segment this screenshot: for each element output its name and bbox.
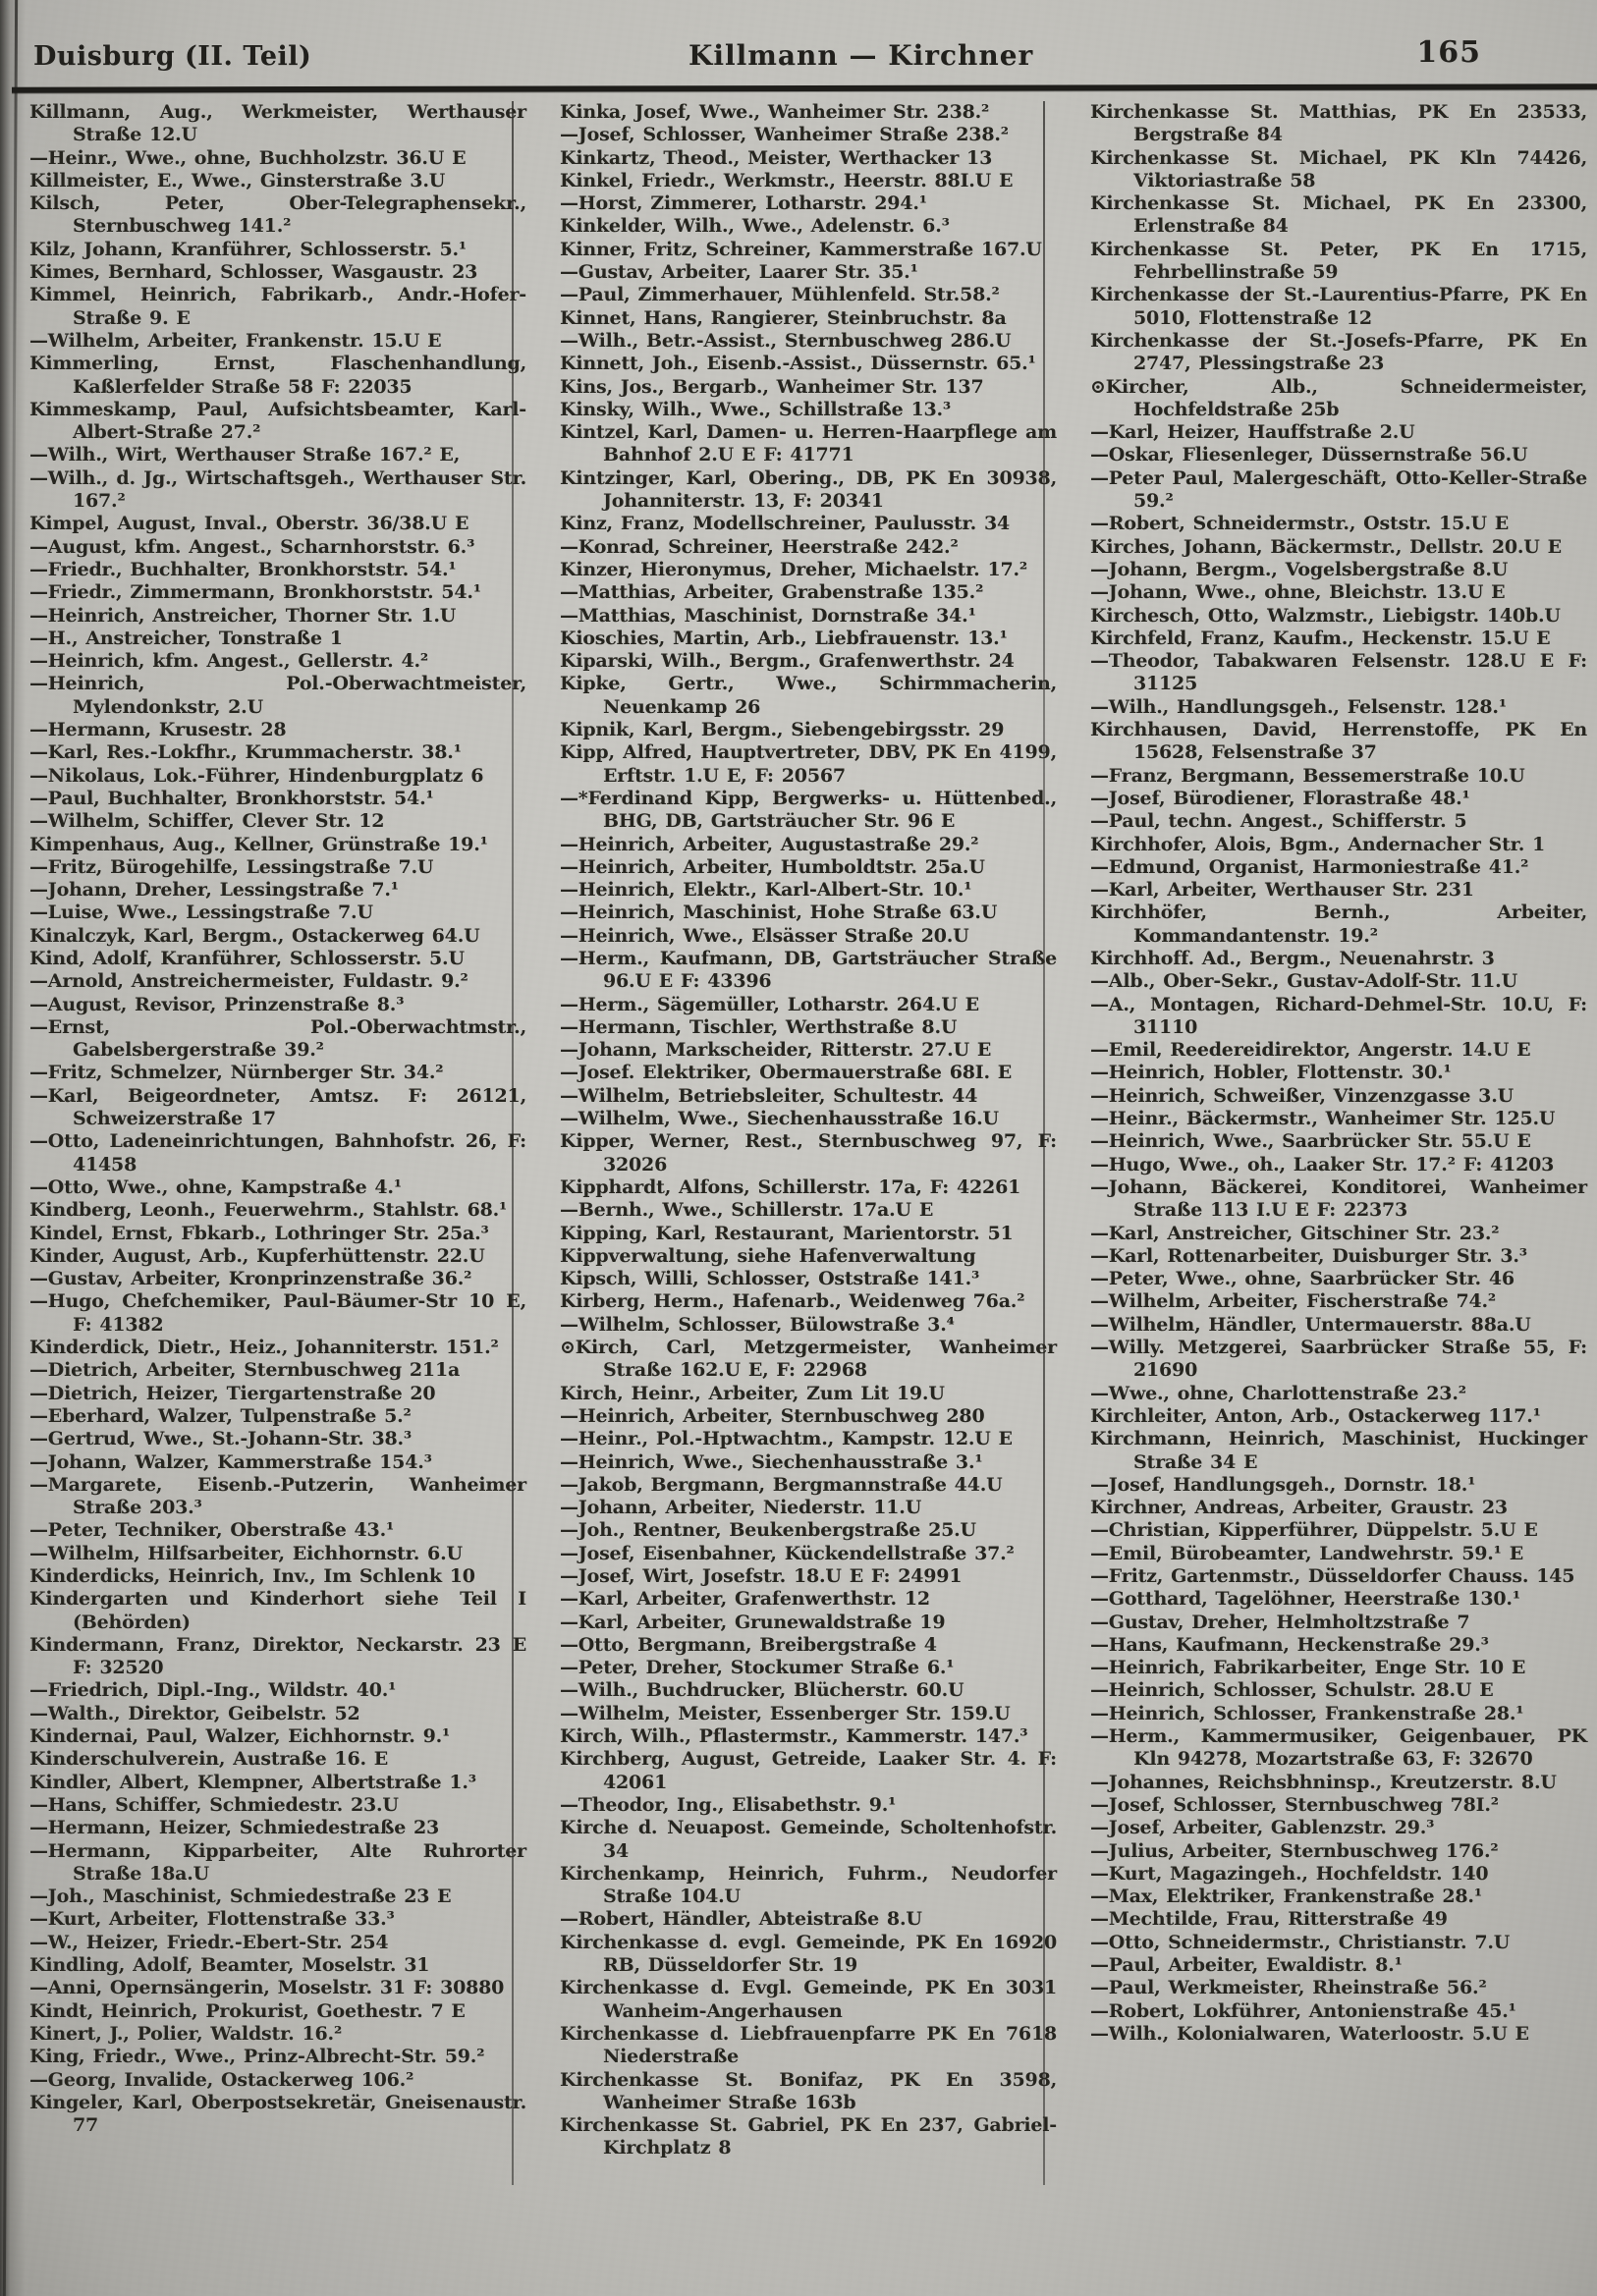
directory-entry: —Robert, Händler, Abteistraße 8.U (560, 1908, 922, 1931)
directory-entry: —Ernst, Pol.-Oberwachtmstr., Gabelsbergerstraße 39.² (29, 1015, 526, 1062)
directory-entry: —Matthias, Maschinist, Dornstraße 34.¹ (560, 604, 976, 627)
directory-entry: —Wilh., Handlungsgeh., Felsenstr. 128.¹ (1090, 695, 1507, 718)
directory-entry: —Friedr., Zimmermann, Bronkhorststr. 54.¹ (29, 581, 481, 604)
directory-entry: —Gustav, Dreher, Helmholtzstraße 7 (1090, 1611, 1470, 1633)
directory-entry: Kinkartz, Theod., Meister, Werthacker 13 (560, 146, 993, 169)
directory-entry: —Heinrich, Maschinist, Hohe Straße 63.U (560, 902, 998, 924)
page-header (33, 39, 1450, 72)
directory-entry: —Horst, Zimmerer, Lotharstr. 294.¹ (560, 192, 927, 215)
directory-entry: —Emil, Bürobeamter, Landwehrstr. 59.¹ E (1090, 1542, 1523, 1564)
directory-entry: —Paul, Buchhalter, Bronkhorststr. 54.¹ (29, 787, 434, 809)
directory-entry: —Heinrich, Hobler, Flottenstr. 30.¹ (1090, 1062, 1452, 1084)
directory-entry: Kirchenkasse St. Gabriel, PK En 237, Gabriel-Kirchplatz 8 (560, 2114, 1057, 2159)
directory-entry: ⊙Kircher, Alb., Schneidermeister, Hochfeldstraße 25b (1090, 375, 1587, 420)
directory-entry: Kintzel, Karl, Damen- u. Herren-Haarpflege am Bahnhof 2.U E F: 41771 (560, 421, 1057, 466)
directory-entry: —Hugo, Chefchemiker, Paul-Bäumer-Str 10 E, F: 41382 (29, 1290, 526, 1336)
directory-entry: ⊙Kirch, Carl, Metzgermeister, Wanheimer Straße 162.U E, F: 22968 (560, 1337, 1057, 1382)
directory-entry: —Josef. Elektriker, Obermauerstraße 68I. E (560, 1062, 1013, 1084)
directory-entry: —Paul, Werkmeister, Rheinstraße 56.² (1090, 1977, 1487, 1999)
directory-entry: Kindt, Heinrich, Prokurist, Goethestr. 7 E (29, 1999, 466, 2022)
directory-entry: Kirchner, Andreas, Arbeiter, Graustr. 23 (1090, 1497, 1508, 1519)
directory-entry: —Paul, Arbeiter, Ewaldistr. 8.¹ (1090, 1954, 1403, 1977)
directory-entry: Kirchleiter, Anton, Arb., Ostackerweg 117.¹ (1090, 1404, 1541, 1427)
directory-entry: —*Ferdinand Kipp, Bergwerks- u. Hüttenbed., BHG, DB, Gartsträucher Str. 96 E (560, 787, 1057, 833)
directory-entry: Kinderdicks, Heinrich, Inv., Im Schlenk 10 (29, 1565, 475, 1587)
directory-entry: —Paul, techn. Angest., Schifferstr. 5 (1090, 810, 1467, 833)
directory-entry: —Paul, Zimmerhauer, Mühlenfeld. Str.58.² (560, 284, 1000, 306)
directory-entry: —Karl, Res.-Lokfhr., Krummacherstr. 38.¹ (29, 741, 462, 764)
directory-entry: —Jakob, Bergmann, Bergmannstraße 44.U (560, 1473, 1003, 1496)
directory-entry: —Hermann, Tischler, Werthstraße 8.U (560, 1015, 958, 1038)
directory-entry: —Karl, Beigeordneter, Amtsz. F: 26121, Schweizerstraße 17 (29, 1084, 526, 1130)
directory-entry: —Josef, Bürodiener, Florastraße 48.¹ (1090, 787, 1470, 809)
directory-entry: —Walth., Direktor, Geibelstr. 52 (29, 1702, 360, 1724)
directory-entry: —Mechtilde, Frau, Ritterstraße 49 (1090, 1908, 1448, 1931)
directory-entry: Kirchhoff. Ad., Bergm., Neuenahrstr. 3 (1090, 947, 1495, 969)
directory-entry: Kinalczyk, Karl, Bergm., Ostackerweg 64.U (29, 924, 480, 947)
directory-entry: —Max, Elektriker, Frankenstraße 28.¹ (1090, 1886, 1482, 1908)
directory-entry: —Robert, Lokführer, Antonienstraße 45.¹ (1090, 1999, 1516, 2022)
directory-entry: —Otto, Schneidermstr., Christianstr. 7.U (1090, 1931, 1511, 1953)
directory-entry: —Otto, Ladeneinrichtungen, Bahnhofstr. 26, F: 41458 (29, 1130, 526, 1175)
directory-entry: Kilsch, Peter, Ober-Telegraphensekr., Sternbuschweg 141.² (29, 192, 526, 238)
directory-entry: Kirchenkasse d. Liebfrauenpfarre PK En 7618 Niederstraße (560, 2022, 1057, 2068)
directory-entry: Kirch, Heinr., Arbeiter, Zum Lit 19.U (560, 1382, 945, 1404)
directory-entry: Kipping, Karl, Restaurant, Marientorstr. 51 (560, 1222, 1014, 1244)
directory-entry: Kingeler, Karl, Oberpostsekretär, Gneisenaustr. 77 (29, 2091, 526, 2137)
directory-entry: —Wilhelm, Wwe., Siechenhausstraße 16.U (560, 1108, 999, 1130)
directory-entry: —Robert, Schneidermstr., Oststr. 15.U E (1090, 513, 1510, 535)
directory-entry: —Julius, Arbeiter, Sternbuschweg 176.² (1090, 1839, 1499, 1862)
directory-entry: —Theodor, Tabakwaren Felsenstr. 128.U E F: 31125 (1090, 650, 1587, 695)
directory-entry: —Herm., Kammermusiker, Geigenbauer, PK Kln 94278, Mozartstraße 63, F: 32670 (1090, 1725, 1587, 1771)
directory-entry: Kinnet, Hans, Rangierer, Steinbruchstr. 8a (560, 306, 1007, 329)
directory-entry: —Franz, Bergmann, Bessemerstraße 10.U (1090, 764, 1525, 787)
directory-entry: —Josef, Schlosser, Sternbuschweg 78I.² (1090, 1793, 1499, 1816)
directory-entry: —Wilh., d. Jg., Wirtschaftsgeh., Werthauser Str. 167.² (29, 466, 526, 513)
directory-entry: —Johann, Dreher, Lessingstraße 7.¹ (29, 879, 399, 902)
directory-entry: —Willy. Metzgerei, Saarbrücker Straße 55, F: 21690 (1090, 1337, 1587, 1382)
directory-entry: Kipke, Gertr., Wwe., Schirmmacherin, Neuenkamp 26 (560, 673, 1057, 718)
directory-entry: —Gustav, Arbeiter, Laarer Str. 35.¹ (560, 261, 918, 284)
directory-entry: —Wilh., Kolonialwaren, Waterloostr. 5.U E (1090, 2022, 1529, 2045)
directory-entry: —Peter Paul, Malergeschäft, Otto-Keller-Straße 59.² (1090, 466, 1587, 513)
directory-entry: Kirchberg, August, Getreide, Laaker Str. 4. F: 42061 (560, 1748, 1057, 1793)
directory-entry: —Theodor, Ing., Elisabethstr. 9.¹ (560, 1793, 897, 1816)
directory-entry: —Josef, Arbeiter, Gablenzstr. 29.³ (1090, 1817, 1435, 1839)
directory-entry: —Fritz, Bürogehilfe, Lessingstraße 7.U (29, 855, 434, 878)
directory-entry: —Heinrich, kfm. Angest., Gellerstr. 4.² (29, 650, 429, 673)
directory-entry: Kirches, Johann, Bäckermstr., Dellstr. 20.U E (1090, 535, 1562, 558)
directory-entry: —Johann, Walzer, Kammerstraße 154.³ (29, 1450, 432, 1473)
directory-entry: Kirchenkasse St. Peter, PK En 1715, Fehrbellinstraße 59 (1090, 238, 1587, 284)
directory-entry: —Hugo, Wwe., oh., Laaker Str. 17.² F: 41203 (1090, 1153, 1555, 1175)
column-2 (560, 101, 1057, 2160)
directory-entry: —Wilhelm, Arbeiter, Fischerstraße 74.² (1090, 1290, 1497, 1313)
directory-entry: Kiparski, Wilh., Bergm., Grafenwerthstr. 24 (560, 650, 1015, 673)
directory-entry: —Margarete, Eisenb.-Putzerin, Wanheimer Straße 203.³ (29, 1473, 526, 1519)
directory-entry: —Heinrich, Wwe., Elsässer Straße 20.U (560, 924, 969, 947)
directory-entry: —H., Anstreicher, Tonstraße 1 (29, 627, 343, 649)
directory-entry: —A., Montagen, Richard-Dehmel-Str. 10.U, F: 31110 (1090, 993, 1587, 1038)
directory-entry: —Joh., Maschinist, Schmiedestraße 23 E (29, 1886, 452, 1908)
directory-entry: —Nikolaus, Lok.-Führer, Hindenburgplatz 6 (29, 764, 484, 787)
directory-entry: Kindernai, Paul, Walzer, Eichhornstr. 9.¹ (29, 1725, 451, 1748)
directory-entry: Kinert, J., Polier, Waldstr. 16.² (29, 2022, 343, 2045)
directory-entry: Kirchhöfer, Bernh., Arbeiter, Kommandantenstr. 19.² (1090, 902, 1587, 947)
directory-entry: —Herm., Kaufmann, DB, Gartsträucher Straße 96.U E F: 43396 (560, 947, 1057, 993)
directory-entry: Kirberg, Herm., Hafenarb., Weidenweg 76a.² (560, 1290, 1025, 1313)
directory-entry: —Johannes, Reichsbhninsp., Kreutzerstr. 8.U (1090, 1771, 1557, 1793)
directory-entry: Kinder, August, Arb., Kupferhüttenstr. 22.U (29, 1244, 485, 1267)
directory-entry: —Joh., Rentner, Beukenbergstraße 25.U (560, 1519, 976, 1542)
directory-entry: —Bernh., Wwe., Schillerstr. 17a.U E (560, 1199, 934, 1222)
directory-entry: —Anni, Opernsängerin, Moselstr. 31 F: 30880 (29, 1977, 505, 1999)
directory-entry: Kimmeskamp, Paul, Aufsichtsbeamter, Karl-Albert-Straße 27.² (29, 398, 526, 444)
directory-entry: Kimmel, Heinrich, Fabrikarb., Andr.-Hofer-Straße 9. E (29, 284, 526, 329)
directory-entry: —Otto, Wwe., ohne, Kampstraße 4.¹ (29, 1175, 402, 1198)
directory-entry: —Peter, Dreher, Stockumer Straße 6.¹ (560, 1657, 955, 1679)
directory-entry: Kipphardt, Alfons, Schillerstr. 17a, F: 42261 (560, 1175, 1021, 1198)
directory-entry: —Heinrich, Schlosser, Schulstr. 28.U E (1090, 1679, 1494, 1702)
directory-entry: —Georg, Invalide, Ostackerweg 106.² (29, 2068, 414, 2091)
directory-entry: —Heinrich, Anstreicher, Thorner Str. 1.U (29, 604, 457, 627)
directory-entry: Kimpel, August, Inval., Oberstr. 36/38.U E (29, 513, 469, 535)
directory-entry: Killmeister, E., Wwe., Ginsterstraße 3.U (29, 169, 446, 191)
directory-entry: —Hans, Schiffer, Schmiedestr. 23.U (29, 1793, 399, 1816)
directory-entry: Kirchenkasse St. Matthias, PK En 23533, Bergstraße 84 (1090, 101, 1587, 146)
directory-entry: —Wilhelm, Arbeiter, Frankenstr. 15.U E (29, 329, 442, 352)
directory-entry: —Wilh., Betr.-Assist., Sternbuschweg 286.U (560, 329, 1012, 352)
directory-entry: —Kurt, Arbeiter, Flottenstraße 33.³ (29, 1908, 395, 1931)
directory-entry: Kins, Jos., Bergarb., Wanheimer Str. 137 (560, 375, 984, 398)
directory-entry: Kind, Adolf, Kranführer, Schlosserstr. 5.U (29, 947, 465, 969)
directory-entry: Kirchesch, Otto, Walzmstr., Liebigstr. 140b.U (1090, 604, 1561, 627)
directory-entry: Kirchenkasse der St.-Josefs-Pfarre, PK En 2747, Plessingstraße 23 (1090, 329, 1587, 375)
directory-entry: —Hermann, Krusestr. 28 (29, 719, 287, 741)
directory-entry: —Oskar, Fliesenleger, Düssernstraße 56.U (1090, 444, 1528, 466)
directory-entry: —Friedr., Buchhalter, Bronkhorststr. 54.¹ (29, 558, 457, 580)
directory-entry: —Fritz, Gartenmstr., Düsseldorfer Chauss. 145 (1090, 1565, 1575, 1587)
directory-entry: Kinderschulverein, Austraße 16. E (29, 1748, 389, 1771)
directory-entry: —August, kfm. Angest., Scharnhorststr. 6.³ (29, 535, 475, 558)
directory-entry: —Wilhelm, Meister, Essenberger Str. 159.U (560, 1702, 1011, 1724)
directory-entry: Kimpenhaus, Aug., Kellner, Grünstraße 19.¹ (29, 833, 488, 855)
directory-entry: —Kurt, Magazingeh., Hochfeldstr. 140 (1090, 1862, 1489, 1885)
directory-entry: —Alb., Ober-Sekr., Gustav-Adolf-Str. 11.U (1090, 970, 1517, 993)
directory-entry: Kioschies, Martin, Arb., Liebfrauenstr. 13.¹ (560, 627, 1008, 649)
directory-entry: Kirche d. Neuapost. Gemeinde, Scholtenhofstr. 34 (560, 1817, 1057, 1862)
directory-entry: —Wwe., ohne, Charlottenstraße 23.² (1090, 1382, 1466, 1404)
directory-entry: —Dietrich, Heizer, Tiergartenstraße 20 (29, 1382, 436, 1404)
directory-entry: Kinsky, Wilh., Wwe., Schillstraße 13.³ (560, 398, 952, 420)
column-3 (1090, 101, 1587, 2160)
directory-entry: —Heinrich, Pol.-Oberwachtmeister, Mylendonkstr, 2.U (29, 673, 526, 718)
directory-entry: —Johann, Bäckerei, Konditorei, Wanheimer Straße 113 I.U E F: 22373 (1090, 1175, 1587, 1222)
column-1 (29, 101, 526, 2160)
directory-entry: —Heinr., Wwe., ohne, Buchholzstr. 36.U E (29, 146, 467, 169)
directory-entry: Kipsch, Willi, Schlosser, Oststraße 141.³ (560, 1268, 980, 1290)
directory-entry: —Johann, Markscheider, Ritterstr. 27.U E (560, 1039, 992, 1062)
directory-entry: Kirchhofer, Alois, Bgm., Andernacher Str. 1 (1090, 833, 1546, 855)
directory-entry: Kipper, Werner, Rest., Sternbuschweg 97, F: 32026 (560, 1130, 1057, 1175)
directory-entry: —Karl, Anstreicher, Gitschiner Str. 23.² (1090, 1222, 1500, 1244)
directory-entry: Kinnett, Joh., Eisenb.-Assist., Düssernstr. 65.¹ (560, 353, 1036, 375)
directory-entry: —Friedrich, Dipl.-Ing., Wildstr. 40.¹ (29, 1679, 397, 1702)
directory-entry: —Wilh., Wirt, Werthauser Straße 167.² E, (29, 444, 461, 466)
directory-entry: —Heinrich, Arbeiter, Sternbuschweg 280 (560, 1404, 985, 1427)
directory-entry: Kindling, Adolf, Beamter, Moselstr. 31 (29, 1954, 430, 1977)
directory-entry: —Wilhelm, Schlosser, Bülowstraße 3.⁴ (560, 1313, 955, 1336)
directory-entry: —Otto, Bergmann, Breibergstraße 4 (560, 1633, 937, 1656)
directory-entry: —Emil, Reedereidirektor, Angerstr. 14.U E (1090, 1039, 1531, 1062)
header-name-range: Killmann — Kirchner (688, 39, 1034, 72)
directory-entry: Kimmerling, Ernst, Flaschenhandlung, Kaßlerfelder Straße 58 F: 22035 (29, 353, 526, 398)
directory-entry: King, Friedr., Wwe., Prinz-Albrecht-Str. 59.² (29, 2046, 485, 2068)
directory-entry: —Peter, Wwe., ohne, Saarbrücker Str. 46 (1090, 1268, 1514, 1290)
directory-entry: —Josef, Handlungsgeh., Dornstr. 18.¹ (1090, 1473, 1476, 1496)
directory-entry: —Karl, Arbeiter, Werthauser Str. 231 (1090, 879, 1474, 902)
directory-entry: Killmann, Aug., Werkmeister, Werthauser Straße 12.U (29, 101, 526, 146)
directory-entry: Kindberg, Leonh., Feuerwehrm., Stahlstr. 68.¹ (29, 1199, 508, 1222)
directory-entry: —Johann, Bergm., Vogelsbergstraße 8.U (1090, 558, 1509, 580)
page-number: 165 (1416, 35, 1481, 70)
directory-entry: —Gustav, Arbeiter, Kronprinzenstraße 36.² (29, 1268, 472, 1290)
directory-entry: —Karl, Rottenarbeiter, Duisburger Str. 3.³ (1090, 1244, 1527, 1267)
directory-entry: —Wilh., Buchdrucker, Blücherstr. 60.U (560, 1679, 964, 1702)
header-place-label: Duisburg (II. Teil) (33, 41, 312, 72)
directory-entry: —Wilhelm, Hilfsarbeiter, Eichhornstr. 6.U (29, 1542, 463, 1564)
directory-entry: —Hermann, Kipparbeiter, Alte Ruhrorter Straße 18a.U (29, 1839, 526, 1885)
directory-entry: Kirchfeld, Franz, Kaufm., Heckenstr. 15.U E (1090, 627, 1551, 649)
directory-columns (29, 101, 1587, 2160)
directory-entry: —Matthias, Arbeiter, Grabenstraße 135.² (560, 581, 984, 604)
directory-entry: —Heinrich, Schweißer, Vinzenzgasse 3.U (1090, 1084, 1514, 1107)
directory-entry: —Wilhelm, Händler, Untermauerstr. 88a.U (1090, 1313, 1531, 1336)
directory-entry: —Dietrich, Arbeiter, Sternbuschweg 211a (29, 1359, 461, 1382)
directory-entry: —Eberhard, Walzer, Tulpenstraße 5.² (29, 1404, 412, 1427)
directory-entry: Kinz, Franz, Modellschreiner, Paulusstr. 34 (560, 513, 1010, 535)
directory-entry: —Heinrich, Schlosser, Frankenstraße 28.¹ (1090, 1702, 1524, 1724)
directory-entry: —Johann, Arbeiter, Niederstr. 11.U (560, 1497, 922, 1519)
directory-entry: Kirchenkamp, Heinrich, Fuhrm., Neudorfer Straße 104.U (560, 1862, 1057, 1908)
directory-entry: Kinka, Josef, Wwe., Wanheimer Str. 238.² (560, 101, 990, 123)
directory-entry: —Peter, Techniker, Oberstraße 43.¹ (29, 1519, 395, 1542)
directory-entry: Kirchenkasse d. Evgl. Gemeinde, PK En 3031 Wanheim-Angerhausen (560, 1977, 1057, 2022)
directory-entry: —Johann, Wwe., ohne, Bleichstr. 13.U E (1090, 581, 1506, 604)
directory-entry: —Heinr., Pol.-Hptwachtm., Kampstr. 12.U E (560, 1428, 1013, 1450)
directory-entry: —Herm., Sägemüller, Lotharstr. 264.U E (560, 993, 979, 1015)
directory-entry: —Wilhelm, Betriebsleiter, Schultestr. 44 (560, 1084, 978, 1107)
directory-entry: —Hans, Kaufmann, Heckenstraße 29.³ (1090, 1633, 1489, 1656)
directory-entry: Kirchenkasse der St.-Laurentius-Pfarre, PK En 5010, Flottenstraße 12 (1090, 284, 1587, 329)
directory-entry: —W., Heizer, Friedr.-Ebert-Str. 254 (29, 1931, 389, 1953)
directory-entry: —Konrad, Schreiner, Heerstraße 242.² (560, 535, 959, 558)
directory-entry: Kirchenkasse St. Michael, PK En 23300, Erlenstraße 84 (1090, 192, 1587, 238)
directory-entry: —Luise, Wwe., Lessingstraße 7.U (29, 902, 373, 924)
directory-entry: —Fritz, Schmelzer, Nürnberger Str. 34.² (29, 1062, 444, 1084)
directory-entry: Kinner, Fritz, Schreiner, Kammerstraße 167.U (560, 238, 1042, 260)
directory-entry: Kirch, Wilh., Pflastermstr., Kammerstr. 147.³ (560, 1725, 1028, 1748)
directory-entry: —Heinrich, Arbeiter, Humboldtstr. 25a.U (560, 855, 985, 878)
directory-entry: Kimes, Bernhard, Schlosser, Wasgaustr. 23 (29, 261, 478, 284)
directory-entry: Kintzinger, Karl, Obering., DB, PK En 30938, Johanniterstr. 13, F: 20341 (560, 466, 1057, 513)
directory-entry: Kinkelder, Wilh., Wwe., Adelenstr. 6.³ (560, 215, 950, 238)
directory-entry: —Edmund, Organist, Harmoniestraße 41.² (1090, 855, 1529, 878)
directory-entry: Kinderdick, Dietr., Heiz., Johanniterstr. 151.² (29, 1337, 499, 1359)
directory-entry: Kindler, Albert, Klempner, Albertstraße 1.³ (29, 1771, 476, 1793)
directory-entry: —Wilhelm, Schiffer, Clever Str. 12 (29, 810, 385, 833)
directory-entry: —Josef, Eisenbahner, Kückendellstraße 37.² (560, 1542, 1015, 1564)
directory-entry: —Heinrich, Elektr., Karl-Albert-Str. 10.¹ (560, 879, 972, 902)
directory-entry: —Heinrich, Wwe., Saarbrücker Str. 55.U E (1090, 1130, 1531, 1153)
directory-entry: —Josef, Schlosser, Wanheimer Straße 238.² (560, 124, 1009, 146)
directory-entry: —Heinrich, Fabrikarbeiter, Enge Str. 10 E (1090, 1657, 1526, 1679)
directory-entry: —Gertrud, Wwe., St.-Johann-Str. 38.³ (29, 1428, 413, 1450)
directory-entry: —Gotthard, Tagelöhner, Heerstraße 130.¹ (1090, 1588, 1520, 1611)
directory-entry: Kipp, Alfred, Hauptvertreter, DBV, PK En 4199, Erftstr. 1.U E, F: 20567 (560, 741, 1057, 787)
directory-entry: Kirchenkasse St. Bonifaz, PK En 3598, Wanheimer Straße 163b (560, 2068, 1057, 2113)
directory-entry: Kinkel, Friedr., Werkmstr., Heerstr. 88I.U E (560, 169, 1014, 191)
directory-entry: Kirchhausen, David, Herrenstoffe, PK En 15628, Felsenstraße 37 (1090, 719, 1587, 764)
directory-entry: Kindergarten und Kinderhort siehe Teil I (Behörden) (29, 1588, 526, 1633)
directory-entry: Kindermann, Franz, Direktor, Neckarstr. 23 E F: 32520 (29, 1633, 526, 1679)
directory-entry: —Christian, Kipperführer, Düppelstr. 5.U E (1090, 1519, 1538, 1542)
directory-entry: Kipnik, Karl, Bergm., Siebengebirgsstr. 29 (560, 719, 1005, 741)
directory-entry: —Heinrich, Arbeiter, Augustastraße 29.² (560, 833, 979, 855)
directory-entry: —Karl, Heizer, Hauffstraße 2.U (1090, 421, 1415, 444)
directory-entry: —Karl, Arbeiter, Grafenwerthstr. 12 (560, 1588, 930, 1611)
directory-entry: Kirchenkasse St. Michael, PK Kln 74426, Viktoriastraße 58 (1090, 146, 1587, 191)
directory-entry: —Heinrich, Wwe., Siechenhausstraße 3.¹ (560, 1450, 983, 1473)
directory-entry: Kippverwaltung, siehe Hafenverwaltung (560, 1244, 976, 1267)
directory-entry: Kinzer, Hieronymus, Dreher, Michaelstr. 17.² (560, 558, 1028, 580)
directory-entry: Kirchenkasse d. evgl. Gemeinde, PK En 16920 RB, Düsseldorfer Str. 19 (560, 1931, 1057, 1977)
directory-entry: —August, Revisor, Prinzenstraße 8.³ (29, 993, 405, 1015)
directory-entry: —Arnold, Anstreichermeister, Fuldastr. 9.² (29, 970, 468, 993)
directory-entry: —Karl, Arbeiter, Grunewaldstraße 19 (560, 1611, 946, 1633)
directory-entry: Kilz, Johann, Kranführer, Schlosserstr. 5.¹ (29, 238, 468, 260)
directory-entry: —Josef, Wirt, Josefstr. 18.U E F: 24991 (560, 1565, 963, 1587)
directory-entry: —Heinr., Bäckermstr., Wanheimer Str. 125.U (1090, 1108, 1556, 1130)
directory-entry: Kindel, Ernst, Fbkarb., Lothringer Str. 25a.³ (29, 1222, 489, 1244)
directory-entry: Kirchmann, Heinrich, Maschinist, Huckinger Straße 34 E (1090, 1428, 1587, 1473)
directory-entry: —Hermann, Heizer, Schmiedestraße 23 (29, 1817, 440, 1839)
